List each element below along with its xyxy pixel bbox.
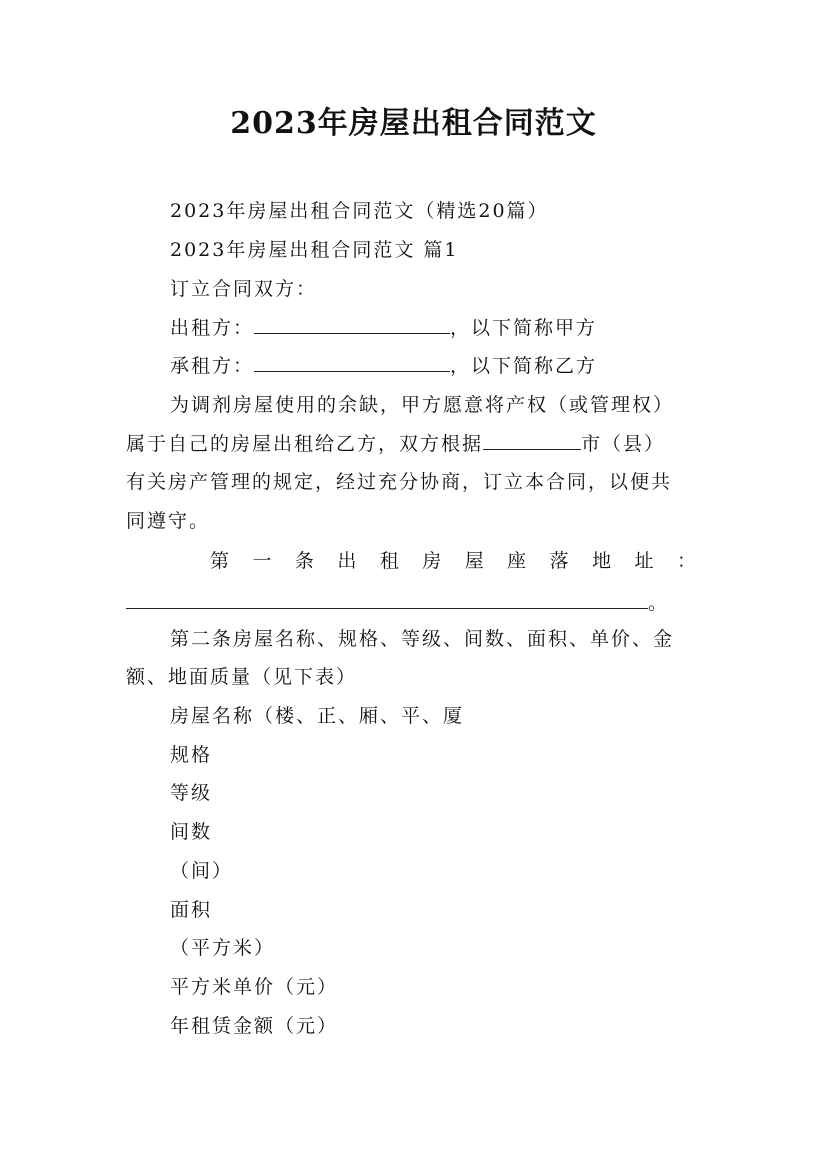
article-1-char: 条 [294, 550, 314, 572]
article-1-char: 址 [634, 550, 654, 572]
article-1-char: 屋 [464, 550, 484, 572]
table-item: 规格 [170, 744, 213, 766]
article-1-char: 一 [252, 550, 272, 572]
article-2-line-2: 额、地面质量（见下表） [126, 666, 358, 688]
article-1-heading [210, 548, 696, 574]
address-line [126, 590, 667, 616]
lessee-suffix: ，以下简称乙方 [450, 355, 598, 377]
table-item: 平方米单价（元） [170, 976, 339, 998]
paragraph-1-line-2 [126, 431, 665, 457]
article-1-char: 座 [507, 550, 527, 572]
paragraph-1-line-2-start: 属于自己的房屋出租给乙方，双方根据 [126, 433, 484, 455]
table-item: 年租赁金额（元） [170, 1015, 339, 1037]
table-item: 等级 [170, 782, 213, 804]
paragraph-1-line-4: 同遵守。 [126, 510, 211, 532]
article-1-char: 落 [549, 550, 569, 572]
table-item: （平方米） [170, 937, 276, 959]
lessor-label: 出租方： [170, 317, 255, 339]
article-1-char: ： [676, 550, 696, 572]
address-blank [126, 590, 648, 609]
parties-heading: 订立合同双方： [170, 278, 318, 300]
table-item: 面积 [170, 899, 213, 921]
table-item: （间） [170, 860, 234, 882]
article-1-char: 租 [379, 550, 399, 572]
lessor-blank [254, 315, 450, 334]
article-1-char: 房 [422, 550, 442, 572]
lessee-label: 承租方： [170, 355, 255, 377]
address-end: 。 [648, 592, 668, 614]
article-1-char: 地 [592, 550, 612, 572]
lessor-line [170, 315, 597, 341]
paragraph-1-line-2-end: 市（县） [581, 433, 666, 455]
paragraph-1-line-3: 有关房产管理的规定，经过充分协商，订立本合同，以便共 [126, 471, 673, 493]
article-1-char: 出 [337, 550, 357, 572]
article-1-char: 第 [210, 550, 230, 572]
paragraph-1-line-1: 为调剂房屋使用的余缺，甲方愿意将产权（或管理权） [170, 394, 675, 416]
city-blank [483, 431, 581, 450]
lessee-line [170, 353, 597, 379]
table-item: 间数 [170, 821, 213, 843]
table-item: 房屋名称（楼、正、厢、平、厦 [170, 705, 465, 727]
document-title: 2023年房屋出租合同范文 [230, 106, 597, 141]
section-heading: 2023年房屋出租合同范文 篇1 [170, 239, 459, 261]
lessor-suffix: ，以下简称甲方 [450, 317, 598, 339]
article-2-line-1: 第二条房屋名称、规格、等级、间数、面积、单价、金 [170, 628, 675, 650]
lessee-blank [254, 353, 450, 372]
document-subtitle: 2023年房屋出租合同范文（精选20篇） [170, 200, 549, 222]
